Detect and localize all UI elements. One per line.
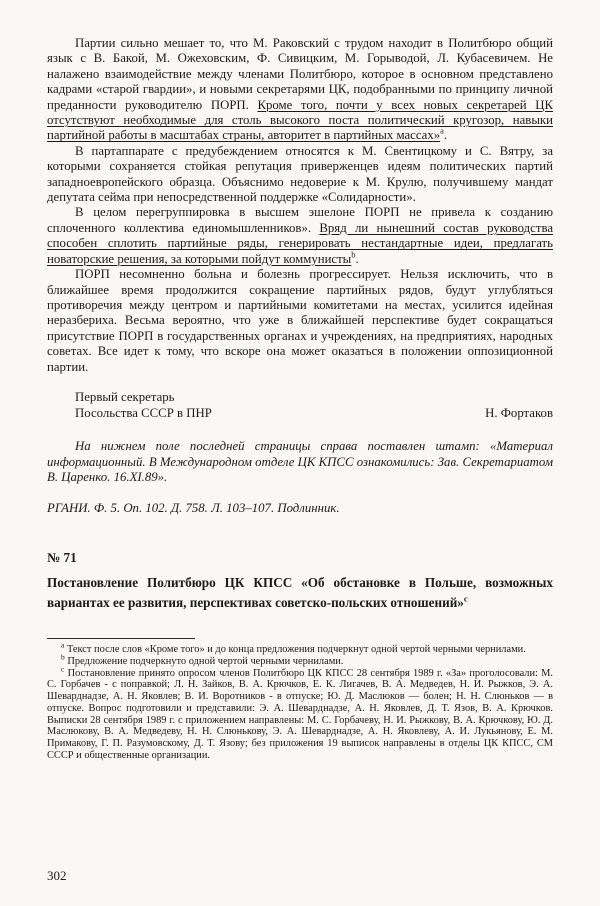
footnote-a-text: Текст после слов «Кроме того» и до конца предложения подчеркнут одной чертой черными чернилами.	[66, 644, 526, 656]
document-title	[47, 573, 553, 612]
footnote-ref-b: b	[351, 249, 356, 260]
paragraph-3-tail: .	[355, 251, 359, 266]
footnote-b-marker: b	[61, 652, 65, 662]
footnote-a	[47, 640, 553, 656]
paragraph-3	[47, 205, 553, 267]
signature-name: Н. Фортаков	[485, 405, 553, 420]
paragraph-3-text: В целом перегруппировка в высшем эшелоне ПОРП не привела к созданию сплоченного коллектива единомышленников».	[47, 205, 553, 235]
footnote-b-text: Предложение подчеркнуто одной чертой черными чернилами.	[67, 656, 344, 668]
signature-block	[47, 389, 553, 421]
paragraph-1	[47, 36, 553, 144]
footnote-ref-c: c	[463, 593, 468, 604]
footnote-ref-a: a	[440, 126, 444, 137]
paragraph-2: В партаппарате с предубеждением относятся к М. Свентицкому и С. Вятру, за которыми сохраняется стойкая репутация приверженцев идеям политических партий западноевропейского образца. Объяснимо недоверие к М. Крулю, получившему мандат депутата сейма при непосредственной поддержке «Солидарности».	[47, 143, 553, 205]
footnote-c-marker: c	[61, 664, 65, 674]
document-number: № 71	[47, 550, 77, 566]
document-title-text: Постановление Политбюро ЦК КПСС «Об обстановке в Польше, возможных вариантах ее развития, перспективах советско-польских отношений»	[47, 575, 553, 610]
signature-title-line-2: Посольства СССР в ПНР	[75, 405, 212, 420]
archive-reference: РГАНИ. Ф. 5. Оп. 102. Д. 758. Л. 103–107. Подлинник.	[47, 500, 340, 515]
page-number: 302	[47, 868, 67, 883]
paragraph-1-tail: .	[443, 128, 448, 143]
footnote-c	[47, 664, 553, 762]
footnote-b	[47, 652, 553, 668]
paragraph-1-text: Партии сильно мешает то, что М. Раковский с трудом находит в Политбюро общий язык с В. Бакой, М. Ожеховским, Ф. Сивицким, М. Горыводой, Л. Кубасевичем. Не налажено взаимодействие между членами Политбюро, которое в основном представлено кадрами «старой гвардии», и новыми секретарями ЦК, подобранными по принципу личной преданности руководителю ПОРП.	[47, 36, 553, 112]
paragraph-3-underlined-text: Вряд ли нынешний состав руководства способен сплотить партийные ряды, генерировать нестандартные идеи, предлагать новаторские решения, за которыми пойдут коммунисты	[47, 220, 553, 266]
paragraph-4: ПОРП несомненно больна и болезнь прогрессирует. Нельзя исключить, что в ближайшее время продолжится сокращение партийных рядов, будут углубляться противоречия между центром и партийными комитетами на местах, усилится идейная неразбериха. Весьма вероятно, что уже в ближайшей перспективе будет сокращаться присутствие ПОРП в государственных органах и учреждениях, на предприятиях, народных советах. Все идет к тому, что вскоре она может оказаться в положении оппозиционной партии.	[47, 267, 553, 374]
footnotes-section	[47, 640, 553, 761]
signature-title-line-1: Первый секретарь	[75, 389, 175, 404]
footnote-a-marker: a	[61, 640, 65, 650]
stamp-note: На нижнем поле последней страницы справа поставлен штамп: «Материал информационный. В Международном отделе ЦК КПСС ознакомились: Зав. Секретариатом В. Царенко. 16.XI.89».	[47, 438, 553, 485]
footnote-c-text: Постановление принято опросом членов Политбюро ЦК КПСС 28 сентября 1989 г. «За» проголосовали: М. С. Горбачев - с поправкой; Л. Н. Зайков, В. А. Крючков, Е. К. Лигачев, В. А. Медведев, Н. И. Рыжков, Э. А. Шеварднадзе, А. Н. Яковлев; В. И. Воротников - в отпуске; Ю. Д. Маслюков — болен; Н. Н. Слюньков — в отпуске. Вопрос подготовили и представили: Э. А. Шеварднадзе, А. Н. Яковлев, Д. Т. Язов, В. А. Крючков. Выписки 28 сентября 1989 г. с приложением направлены: М. С. Горбачеву, Н. И. Рыжкову, В. А. Крючкову, Ю. Д. Маслюкову, В. А. Медведеву, Н. Н. Слюнькову, Э. А. Шеварднадзе, А. Н. Яковлеву, А. И. Лукьянову, Е. М. Примакову, Г. П. Разумовскому, Д. Т. Язову; без приложения 19 выписок направлены в отделы ЦК КПСС, СМ СССР и общественные организации.	[47, 667, 553, 761]
footnote-separator	[47, 638, 195, 639]
signature-row	[47, 405, 553, 421]
paragraph-1-underlined-text: Кроме того, почти у всех новых секретарей ЦК отсутствуют необходимые для столь высокого поста политический кругозор, навыки партийной работы в масштабах страны, авторитет в партийных массах»	[47, 97, 553, 143]
